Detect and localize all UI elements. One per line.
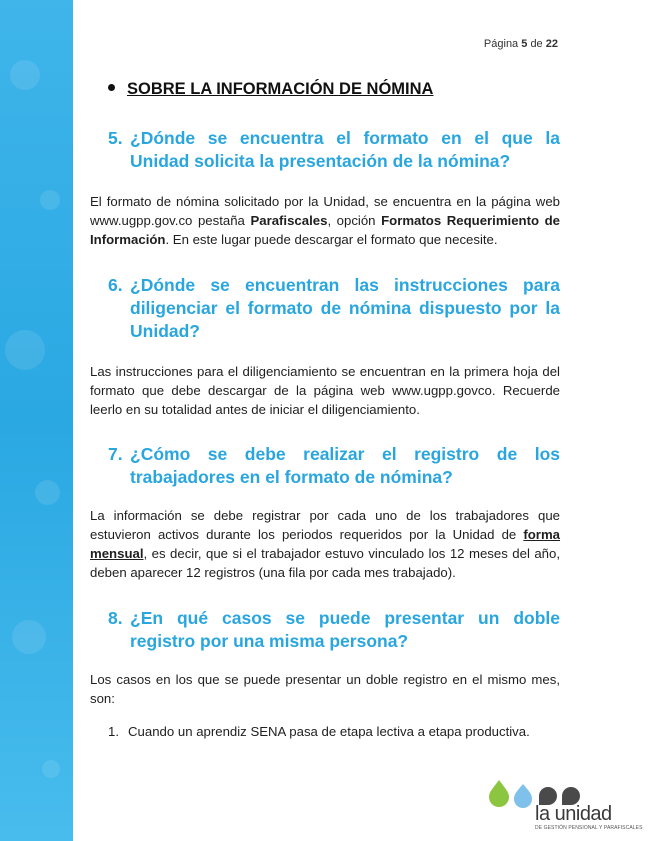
answer-6 bbox=[90, 362, 560, 419]
answer-text: Las instrucciones para el diligenciamiento se encuentran en la primera hoja del formato que debe descargar de la página web www.ugpp.govco. Recuerde leerlo en su totalidad antes de iniciar el diligenciamiento. bbox=[90, 364, 560, 417]
list-text: Cuando un aprendiz SENA pasa de etapa lectiva a etapa productiva. bbox=[128, 724, 530, 739]
question-text: ¿Dónde se encuentra el formato en el que la Unidad solicita la presentación de la nómina? bbox=[130, 128, 560, 171]
logo bbox=[485, 778, 643, 833]
section-title bbox=[108, 80, 433, 99]
answer-text: . En este lugar puede descargar el formato que necesite. bbox=[165, 232, 498, 247]
answer-8 bbox=[90, 670, 560, 708]
answer-7 bbox=[90, 506, 560, 582]
question-text: ¿Dónde se encuentran las instrucciones para diligenciar el formato de nómina dispuesto por la Unidad? bbox=[130, 275, 560, 341]
page-total: 22 bbox=[545, 38, 558, 50]
question-number: 7. bbox=[108, 444, 123, 464]
answer-text: , es decir, que si el trabajador estuvo vinculado los 12 meses del año, deben aparecer 12 registros (una fila por cada mes trabajado). bbox=[90, 546, 560, 580]
question-text: ¿Cómo se debe realizar el registro de los trabajadores en el formato de nómina? bbox=[130, 444, 560, 487]
question-6 bbox=[108, 274, 560, 343]
question-5 bbox=[108, 127, 560, 173]
section-title-text: SOBRE LA INFORMACIÓN DE NÓMINA bbox=[127, 80, 434, 98]
question-number: 6. bbox=[108, 275, 123, 295]
page-prefix: Página bbox=[483, 38, 519, 50]
question-number: 8. bbox=[108, 608, 123, 628]
answer-bold: Parafiscales bbox=[250, 213, 328, 228]
left-decorative-band bbox=[0, 0, 73, 841]
answer-5 bbox=[90, 192, 560, 249]
answer-text: La información se debe registrar por cada uno de los trabajadores que estuvieron activos durante los periodos requeridos por la Unidad de bbox=[90, 508, 560, 542]
question-text: ¿En qué casos se puede presentar un doble registro por una misma persona? bbox=[130, 608, 560, 651]
answer-text: Los casos en los que se puede presentar un doble registro en el mismo mes, son: bbox=[90, 672, 560, 706]
decor-dot bbox=[40, 190, 60, 210]
page-number bbox=[484, 38, 558, 50]
list-item bbox=[108, 724, 530, 739]
decor-dot bbox=[5, 330, 45, 370]
answer-text: , opción bbox=[327, 213, 382, 228]
decor-dot bbox=[12, 620, 46, 654]
page-current: 5 bbox=[521, 38, 528, 50]
question-7 bbox=[108, 443, 560, 489]
answer-underlined: forma mensual bbox=[90, 527, 560, 561]
question-8 bbox=[108, 607, 560, 653]
page-sep: de bbox=[530, 38, 543, 50]
bullet-icon bbox=[108, 84, 115, 91]
answer-text: El formato de nómina solicitado por la Unidad, se encuentra en la página web www.ugpp.gov.co pestaña bbox=[90, 194, 560, 228]
logo-tagline: DE GESTIÓN PENSIONAL Y PARAFISCALES bbox=[535, 825, 643, 831]
decor-dot bbox=[35, 480, 60, 505]
decor-dot bbox=[42, 760, 60, 778]
answer-bold: Formatos Requerimiento de Información bbox=[90, 213, 560, 247]
decor-dot bbox=[10, 60, 40, 90]
logo-brand: la unidad bbox=[535, 803, 612, 825]
list-number: 1. bbox=[108, 724, 119, 739]
question-number: 5. bbox=[108, 128, 123, 148]
